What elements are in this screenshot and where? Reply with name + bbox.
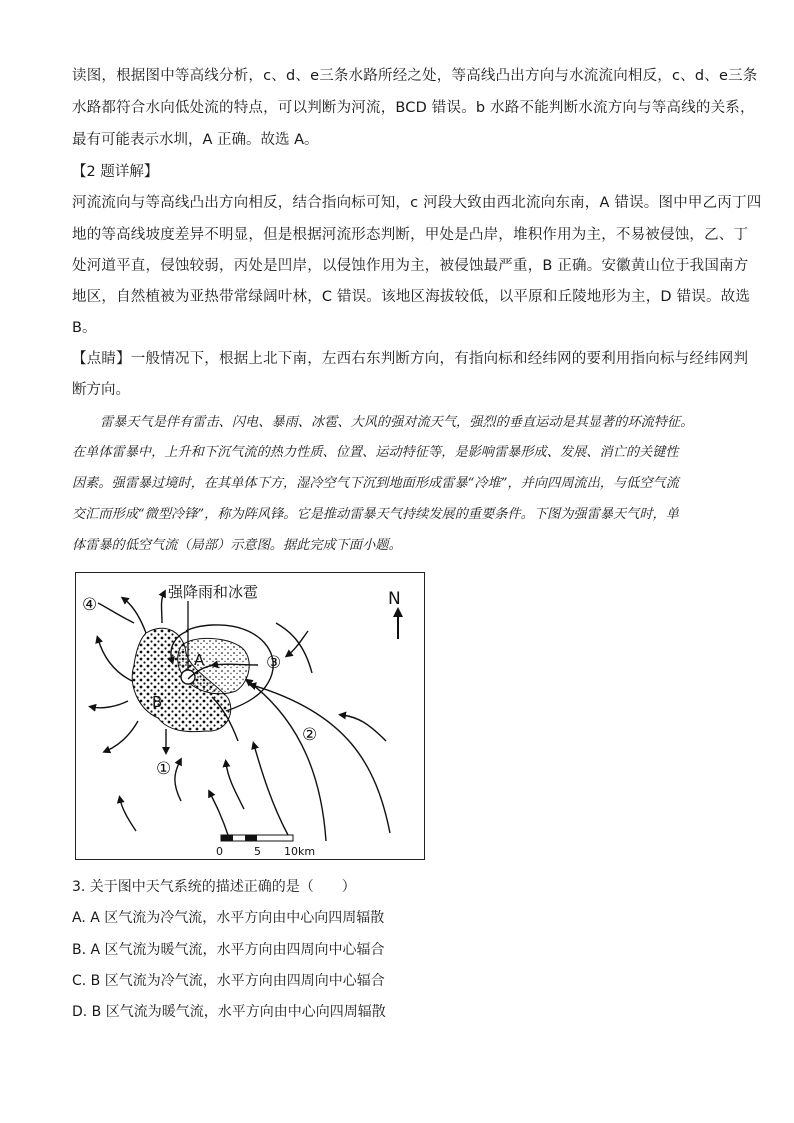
scale-tick-10: 10km xyxy=(284,845,316,858)
analysis2-line1: 河流流向与等高线凸出方向相反，结合指向标可知，c 河段大致由西北流向东南，A 错误。图中甲乙丙丁四 xyxy=(72,195,762,211)
flow-line xyxy=(248,681,326,841)
flow-line xyxy=(120,799,136,831)
scale-tick-5: 5 xyxy=(254,845,261,858)
intro-line3: 因素。强雷暴过境时，在其单体下方，湿冷空气下沉到地面形成雷暴“冷堆”，并向四周流出，与低空气流 xyxy=(72,476,679,491)
flow-line xyxy=(175,761,181,801)
flow-line xyxy=(210,793,228,835)
analysis1-line2: 水路都符合水向低处流的特点，可以判断为河流，BCD 错误。b 水路不能判断水流方向与等高线的关系， xyxy=(72,100,755,116)
intro-line5: 体雷暴的低空气流（局部）示意图。据此完成下面小题。 xyxy=(72,538,402,553)
flow-line xyxy=(98,603,134,623)
flow-1-label: ① xyxy=(156,759,172,779)
flow-line xyxy=(254,745,288,835)
analysis1-line3: 最有可能表示水圳，A 正确。故选 A。 xyxy=(72,132,319,148)
flow-line xyxy=(252,685,390,833)
question-3-title: 3. 关于图中天气系统的描述正确的是（ ） xyxy=(72,879,356,895)
q2-header: 【2 题详解】 xyxy=(72,164,159,180)
flow-2-label: ② xyxy=(302,725,318,745)
scale-tick-0: 0 xyxy=(216,845,223,858)
flow-line xyxy=(342,715,386,741)
north-label: N xyxy=(388,589,401,609)
analysis2-line3: 处河道平直，侵蚀较弱，丙处是凹岸，以侵蚀作用为主，被侵蚀最严重，B 正确。安徽黄山位于我国南方 xyxy=(72,258,749,274)
hail-label: 强降雨和冰雹 xyxy=(168,583,259,601)
question-3-option-d[interactable]: D. B 区气流为暖气流，水平方向由中心向四周辐散 xyxy=(72,1004,386,1020)
flow-line xyxy=(162,593,165,623)
intro-line4: 交汇而形成“微型冷锋”，称为阵风锋。它是推动雷暴天气持续发展的重要条件。下图为强雷暴天气时，单 xyxy=(72,507,679,522)
storm-center-marker xyxy=(181,670,195,684)
flow-4-label: ④ xyxy=(82,595,98,615)
scale-bar-segment xyxy=(221,835,233,841)
zone-b-label: B xyxy=(152,693,163,711)
question-3-option-b[interactable]: B. A 区气流为暖气流，水平方向由四周向中心辐合 xyxy=(72,942,385,958)
zone-a-label: A xyxy=(194,651,205,669)
intro-line1: 雷暴天气是伴有雷击、闪电、暴雨、冰雹、大风的强对流天气，强烈的垂直运动是其显著的环流特征。 xyxy=(100,415,694,430)
scale-bar-segment xyxy=(245,835,257,841)
tip-line1: 【点睛】一般情况下，根据上北下南，左西右东判断方向，有指向标和经纬网的要利用指向标与经纬网判 xyxy=(72,351,749,367)
analysis2-line2: 地的等高线坡度差异不明显，但是根据河流形态判断，甲处是凸岸，堆积作用为主，不易被侵蚀，乙、丁 xyxy=(72,227,749,243)
analysis2-line4: 地区，自然植被为亚热带常绿阔叶林，C 错误。该地区海拔较低，以平原和丘陵地形为主，D 错误。故选 xyxy=(72,289,751,305)
flow-3-label: ③ xyxy=(266,653,282,673)
flow-line xyxy=(214,664,258,665)
thunderstorm-airflow-figure xyxy=(75,572,425,860)
flow-line xyxy=(276,623,312,673)
flow-line xyxy=(124,599,146,633)
tip-line2: 断方向。 xyxy=(72,382,130,398)
flow-line xyxy=(106,721,138,751)
analysis2-line5: B。 xyxy=(72,320,97,336)
flow-line xyxy=(92,701,128,708)
flow-line xyxy=(98,639,132,681)
intro-line2: 在单体雷暴中，上升和下沉气流的热力性质、位置、运动特征等，是影响雷暴形成、发展、消亡的关键性 xyxy=(72,445,679,460)
question-3-option-a[interactable]: A. A 区气流为冷气流，水平方向由中心向四周辐散 xyxy=(72,910,385,926)
question-3-option-c[interactable]: C. B 区气流为冷气流，水平方向由四周向中心辐合 xyxy=(72,973,385,989)
figure-svg xyxy=(76,573,426,861)
analysis1-line1: 读图，根据图中等高线分析，c、d、e三条水路所经之处，等高线凸出方向与水流流向相反，c、d、e三条 xyxy=(72,68,758,84)
flow-line xyxy=(226,763,244,809)
